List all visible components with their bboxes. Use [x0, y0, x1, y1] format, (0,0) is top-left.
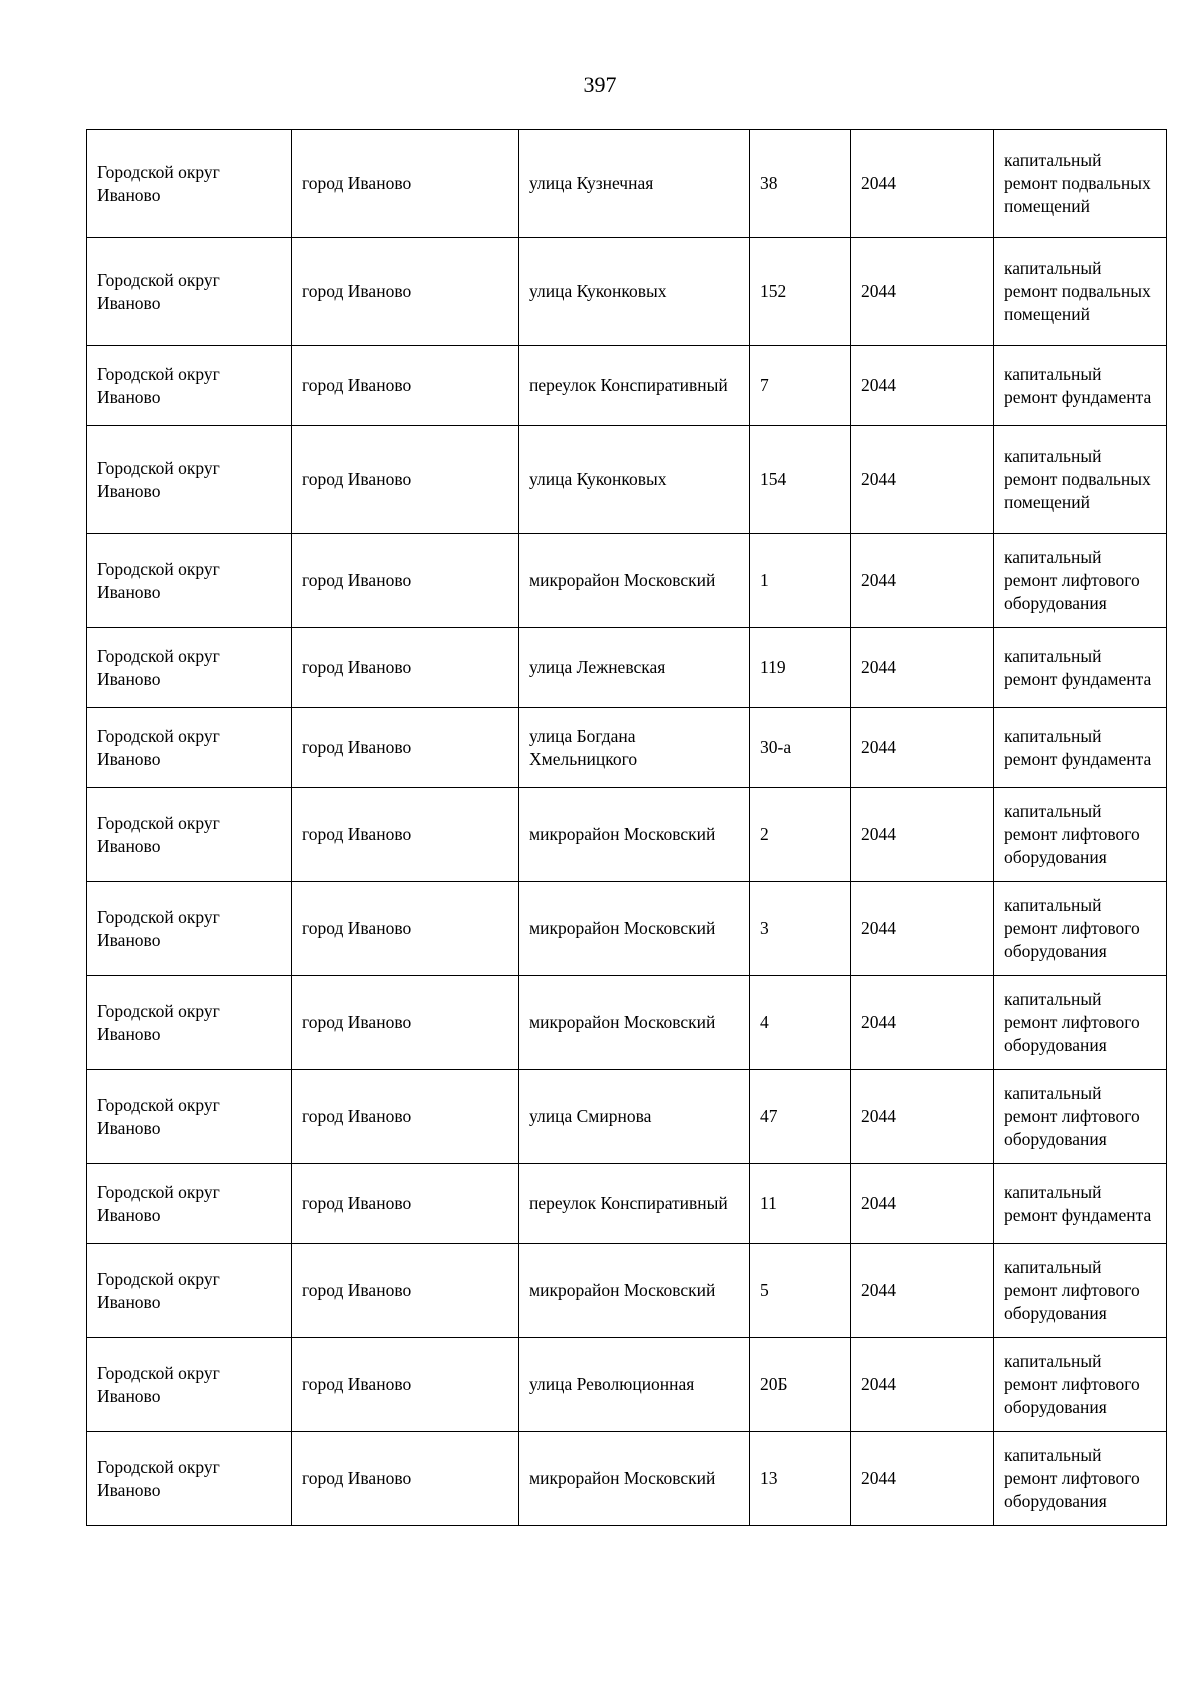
house-number-cell: 119: [750, 628, 851, 708]
page-number: 397: [583, 72, 617, 97]
repair-year-cell: 2044: [851, 628, 994, 708]
house-number-cell: 154: [750, 426, 851, 534]
repair-works-cell: капитальный ремонт фундамента: [994, 346, 1167, 426]
municipality-cell: Городской округ Иваново: [87, 882, 292, 976]
repair-year-cell: 2044: [851, 1070, 994, 1164]
repair-works-cell: капитальный ремонт лифтового оборудования: [994, 1338, 1167, 1432]
settlement-cell: город Иваново: [292, 1070, 519, 1164]
municipality-cell: Городской округ Иваново: [87, 346, 292, 426]
street-cell: улица Революционная: [519, 1338, 750, 1432]
street-cell: улица Смирнова: [519, 1070, 750, 1164]
table-row: [87, 708, 1167, 788]
settlement-cell: город Иваново: [292, 1164, 519, 1244]
settlement-cell: город Иваново: [292, 1244, 519, 1338]
municipality-cell: Городской округ Иваново: [87, 238, 292, 346]
street-cell: улица Богдана Хмельницкого: [519, 708, 750, 788]
settlement-cell: город Иваново: [292, 788, 519, 882]
house-number-cell: 20Б: [750, 1338, 851, 1432]
house-number-cell: 5: [750, 1244, 851, 1338]
table-row: [87, 976, 1167, 1070]
table-row: [87, 1070, 1167, 1164]
repair-works-cell: капитальный ремонт фундамента: [994, 628, 1167, 708]
table-row: [87, 346, 1167, 426]
settlement-cell: город Иваново: [292, 976, 519, 1070]
municipality-cell: Городской округ Иваново: [87, 1432, 292, 1526]
house-number-cell: 4: [750, 976, 851, 1070]
repair-works-cell: капитальный ремонт подвальных помещений: [994, 238, 1167, 346]
repair-year-cell: 2044: [851, 1164, 994, 1244]
house-number-cell: 7: [750, 346, 851, 426]
table-row: [87, 1164, 1167, 1244]
housing-repair-table: [86, 129, 1167, 1526]
settlement-cell: город Иваново: [292, 238, 519, 346]
repair-year-cell: 2044: [851, 708, 994, 788]
street-cell: улица Куконковых: [519, 426, 750, 534]
municipality-cell: Городской округ Иваново: [87, 628, 292, 708]
municipality-cell: Городской округ Иваново: [87, 1070, 292, 1164]
house-number-cell: 3: [750, 882, 851, 976]
street-cell: улица Лежневская: [519, 628, 750, 708]
settlement-cell: город Иваново: [292, 346, 519, 426]
repair-year-cell: 2044: [851, 346, 994, 426]
house-number-cell: 30-а: [750, 708, 851, 788]
settlement-cell: город Иваново: [292, 130, 519, 238]
street-cell: микрорайон Московский: [519, 534, 750, 628]
repair-works-cell: капитальный ремонт фундамента: [994, 708, 1167, 788]
house-number-cell: 152: [750, 238, 851, 346]
repair-works-cell: капитальный ремонт лифтового оборудования: [994, 882, 1167, 976]
repair-year-cell: 2044: [851, 1432, 994, 1526]
repair-year-cell: 2044: [851, 130, 994, 238]
street-cell: микрорайон Московский: [519, 976, 750, 1070]
house-number-cell: 38: [750, 130, 851, 238]
repair-works-cell: капитальный ремонт лифтового оборудования: [994, 1432, 1167, 1526]
street-cell: микрорайон Московский: [519, 1432, 750, 1526]
repair-works-cell: капитальный ремонт лифтового оборудования: [994, 1070, 1167, 1164]
table-row: [87, 534, 1167, 628]
repair-year-cell: 2044: [851, 426, 994, 534]
repair-year-cell: 2044: [851, 534, 994, 628]
repair-works-cell: капитальный ремонт лифтового оборудования: [994, 534, 1167, 628]
table-body: [87, 130, 1167, 1526]
repair-works-cell: капитальный ремонт подвальных помещений: [994, 426, 1167, 534]
street-cell: микрорайон Московский: [519, 788, 750, 882]
municipality-cell: Городской округ Иваново: [87, 708, 292, 788]
municipality-cell: Городской округ Иваново: [87, 1164, 292, 1244]
street-cell: улица Куконковых: [519, 238, 750, 346]
street-cell: переулок Конспиративный: [519, 1164, 750, 1244]
table-row: [87, 1432, 1167, 1526]
municipality-cell: Городской округ Иваново: [87, 1338, 292, 1432]
settlement-cell: город Иваново: [292, 1432, 519, 1526]
repair-year-cell: 2044: [851, 788, 994, 882]
repair-works-cell: капитальный ремонт фундамента: [994, 1164, 1167, 1244]
house-number-cell: 11: [750, 1164, 851, 1244]
table-row: [87, 628, 1167, 708]
settlement-cell: город Иваново: [292, 534, 519, 628]
repair-works-cell: капитальный ремонт подвальных помещений: [994, 130, 1167, 238]
street-cell: улица Кузнечная: [519, 130, 750, 238]
municipality-cell: Городской округ Иваново: [87, 976, 292, 1070]
repair-works-cell: капитальный ремонт лифтового оборудования: [994, 976, 1167, 1070]
house-number-cell: 13: [750, 1432, 851, 1526]
municipality-cell: Городской округ Иваново: [87, 130, 292, 238]
street-cell: переулок Конспиративный: [519, 346, 750, 426]
house-number-cell: 47: [750, 1070, 851, 1164]
settlement-cell: город Иваново: [292, 628, 519, 708]
table-row: [87, 882, 1167, 976]
settlement-cell: город Иваново: [292, 708, 519, 788]
municipality-cell: Городской округ Иваново: [87, 1244, 292, 1338]
settlement-cell: город Иваново: [292, 1338, 519, 1432]
settlement-cell: город Иваново: [292, 882, 519, 976]
table-row: [87, 788, 1167, 882]
repair-works-cell: капитальный ремонт лифтового оборудования: [994, 1244, 1167, 1338]
street-cell: микрорайон Московский: [519, 1244, 750, 1338]
repair-year-cell: 2044: [851, 238, 994, 346]
house-number-cell: 1: [750, 534, 851, 628]
municipality-cell: Городской округ Иваново: [87, 426, 292, 534]
house-number-cell: 2: [750, 788, 851, 882]
repair-works-cell: капитальный ремонт лифтового оборудования: [994, 788, 1167, 882]
municipality-cell: Городской округ Иваново: [87, 534, 292, 628]
settlement-cell: город Иваново: [292, 426, 519, 534]
repair-year-cell: 2044: [851, 882, 994, 976]
repair-year-cell: 2044: [851, 976, 994, 1070]
table-row: [87, 1244, 1167, 1338]
table-row: [87, 1338, 1167, 1432]
municipality-cell: Городской округ Иваново: [87, 788, 292, 882]
repair-year-cell: 2044: [851, 1338, 994, 1432]
table-row: [87, 130, 1167, 238]
street-cell: микрорайон Московский: [519, 882, 750, 976]
table-row: [87, 426, 1167, 534]
table-row: [87, 238, 1167, 346]
repair-year-cell: 2044: [851, 1244, 994, 1338]
